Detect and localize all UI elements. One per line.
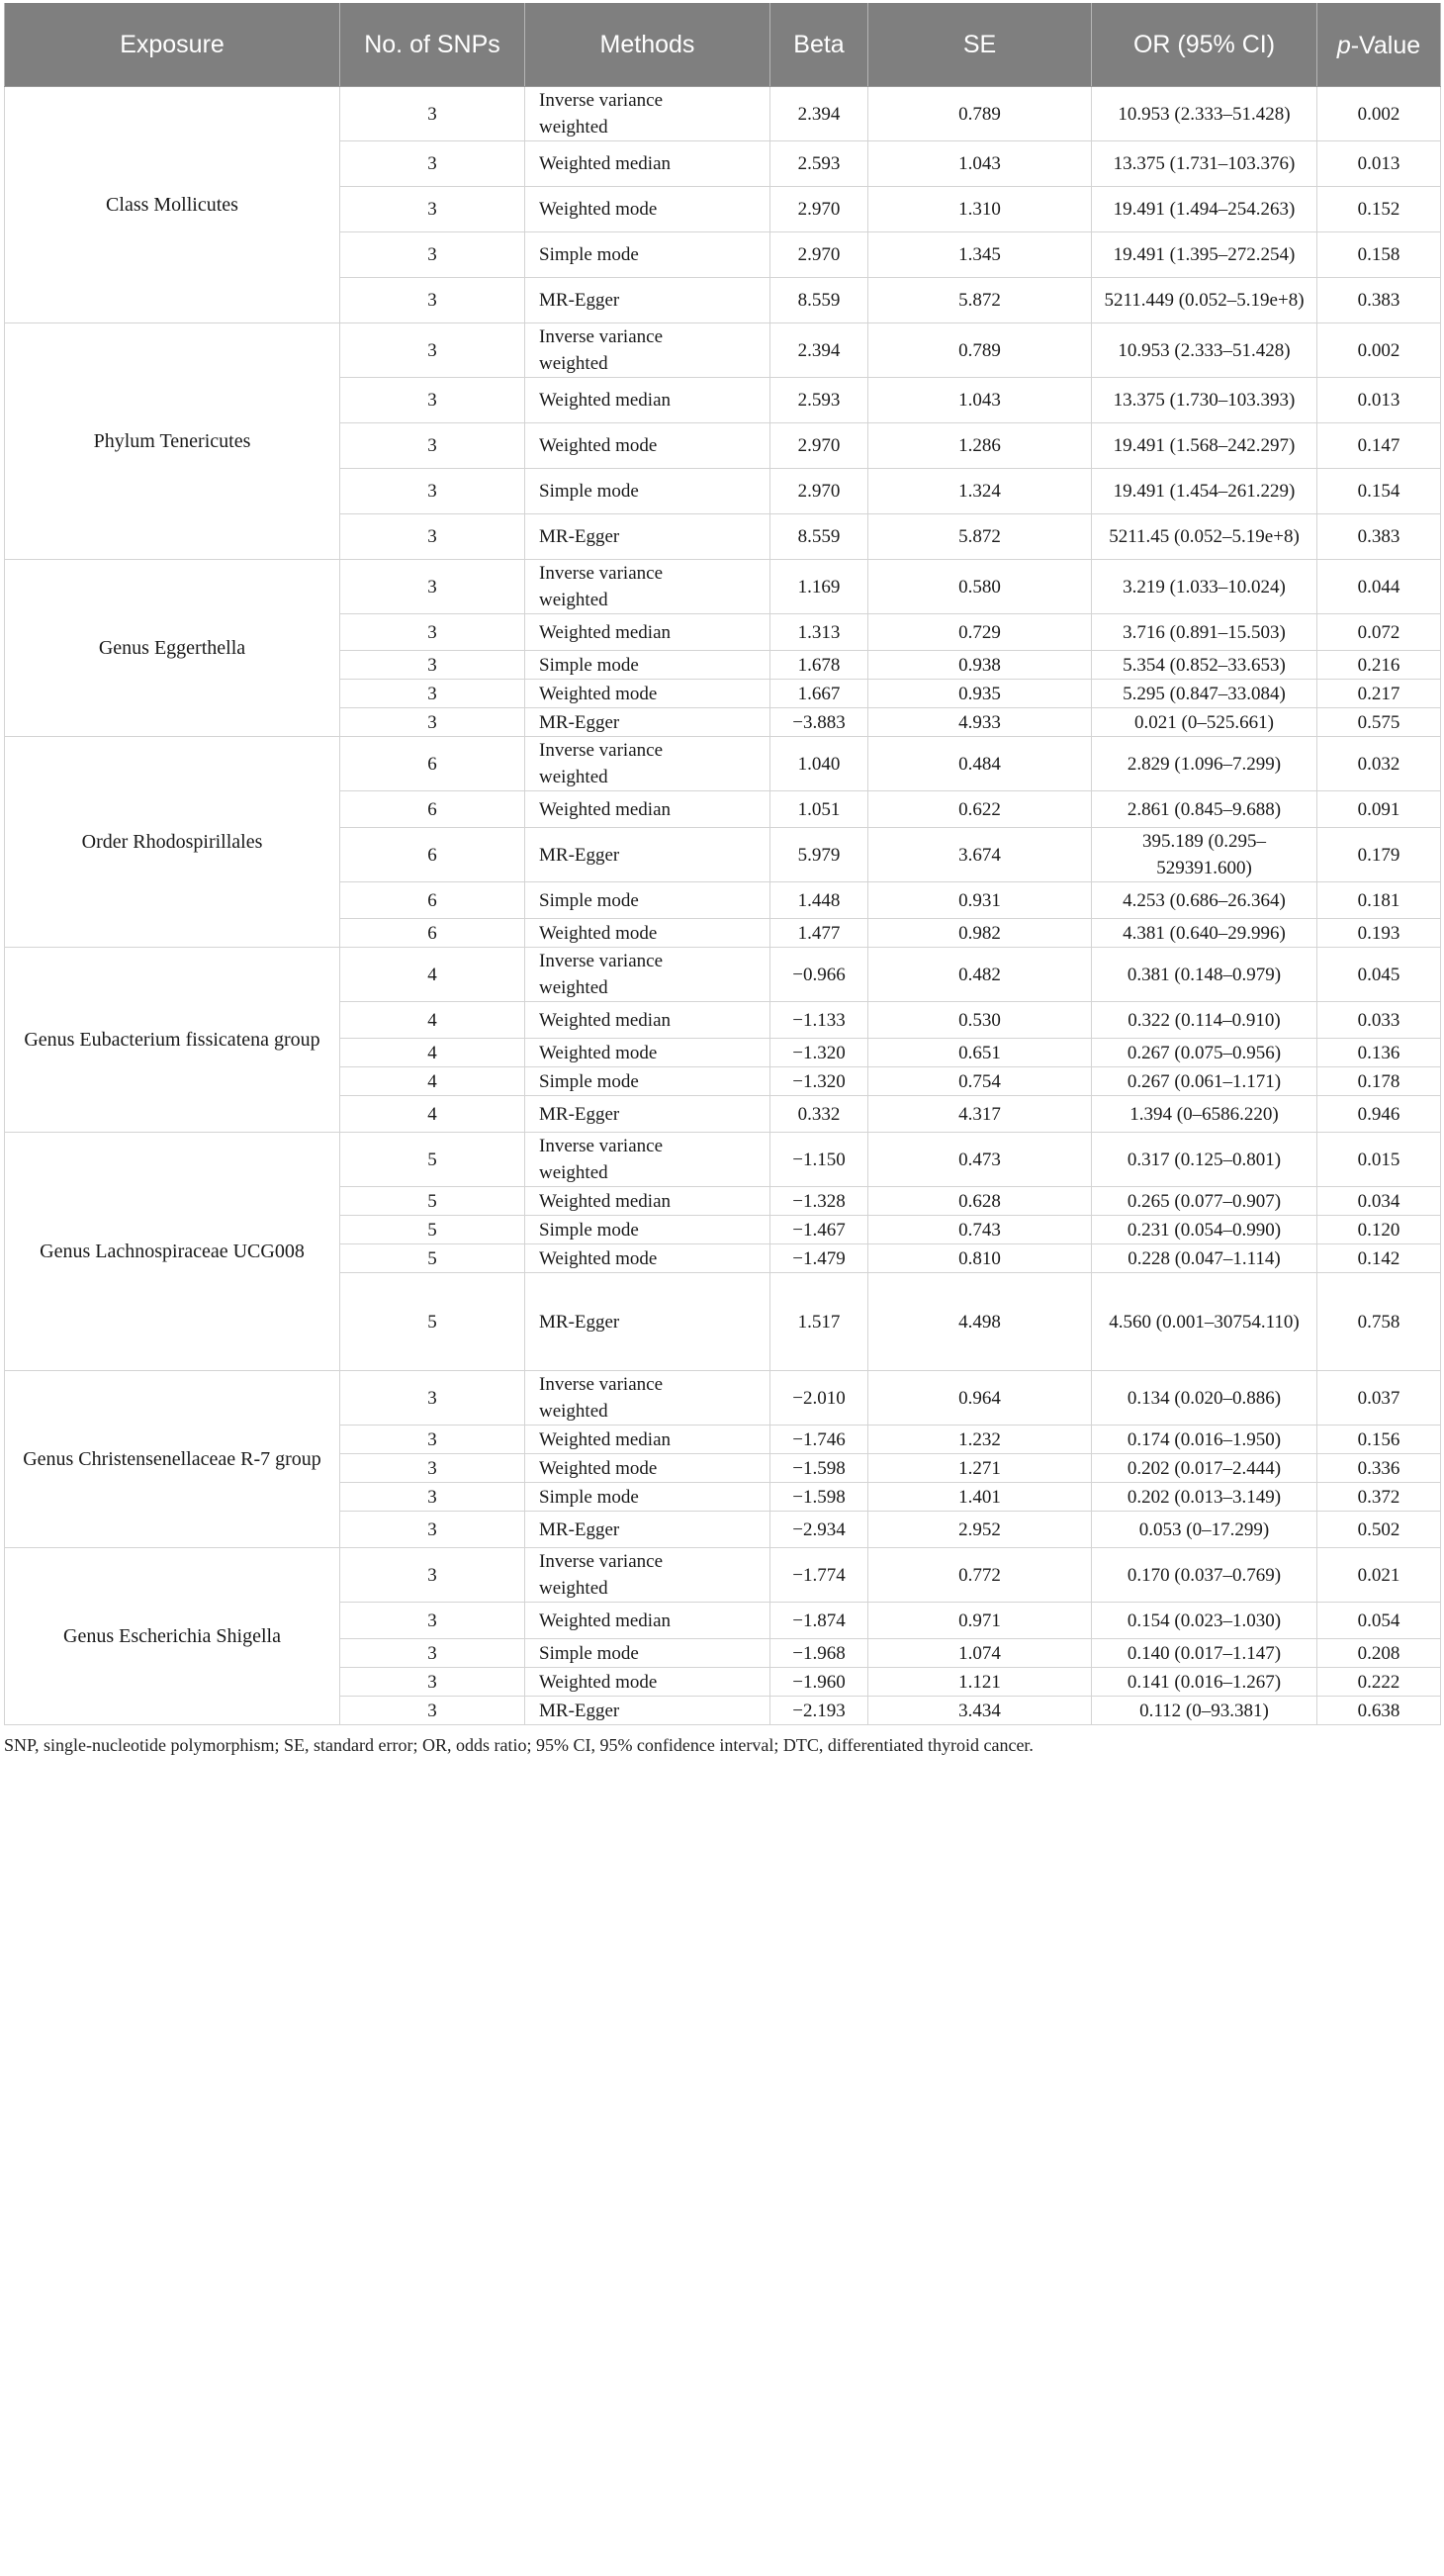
se-cell: 0.743	[868, 1216, 1092, 1244]
or-ci-cell: 19.491 (1.395–272.254)	[1092, 232, 1317, 278]
table-row	[5, 1548, 1441, 1603]
method-cell: Weighted mode	[525, 423, 770, 469]
or-ci-cell: 0.134 (0.020–0.886)	[1092, 1371, 1317, 1426]
p-value-cell: 0.156	[1317, 1426, 1441, 1454]
p-value-cell: 0.147	[1317, 423, 1441, 469]
snps-cell: 3	[340, 614, 525, 651]
beta-cell: −1.774	[770, 1548, 868, 1603]
se-cell: 1.043	[868, 378, 1092, 423]
p-value-cell: 0.045	[1317, 948, 1441, 1002]
method-cell: Simple mode	[525, 1639, 770, 1668]
p-value-cell: 0.044	[1317, 560, 1441, 614]
header-p-rest: -Value	[1350, 31, 1421, 59]
se-cell: 0.651	[868, 1039, 1092, 1067]
header-p-value	[1317, 3, 1441, 87]
method-cell: Weighted mode	[525, 680, 770, 708]
snps-cell: 5	[340, 1187, 525, 1216]
p-value-cell: 0.091	[1317, 791, 1441, 828]
or-ci-cell: 0.381 (0.148–0.979)	[1092, 948, 1317, 1002]
header-snps: No. of SNPs	[340, 3, 525, 87]
method-cell: Weighted median	[525, 1603, 770, 1639]
snps-cell: 3	[340, 469, 525, 514]
method-cell: MR-Egger	[525, 1697, 770, 1725]
p-value-cell: 0.946	[1317, 1096, 1441, 1133]
snps-cell: 3	[340, 423, 525, 469]
exposure-cell: Class Mollicutes	[5, 87, 340, 323]
p-value-cell: 0.072	[1317, 614, 1441, 651]
p-value-cell: 0.372	[1317, 1483, 1441, 1512]
or-ci-cell: 5.354 (0.852–33.653)	[1092, 651, 1317, 680]
snps-cell: 6	[340, 919, 525, 948]
exposure-cell: Genus Lachnospiraceae UCG008	[5, 1133, 340, 1371]
snps-cell: 6	[340, 737, 525, 791]
se-cell: 0.622	[868, 791, 1092, 828]
method-cell: Simple mode	[525, 651, 770, 680]
table-row	[5, 1133, 1441, 1187]
se-cell: 1.345	[868, 232, 1092, 278]
p-value-cell: 0.179	[1317, 828, 1441, 882]
beta-cell: −1.598	[770, 1454, 868, 1483]
snps-cell: 4	[340, 1039, 525, 1067]
or-ci-cell: 0.154 (0.023–1.030)	[1092, 1603, 1317, 1639]
exposure-cell: Genus Eggerthella	[5, 560, 340, 737]
beta-cell: 8.559	[770, 278, 868, 323]
or-ci-cell: 3.219 (1.033–10.024)	[1092, 560, 1317, 614]
or-ci-cell: 395.189 (0.295–529391.600)	[1092, 828, 1317, 882]
table-row	[5, 560, 1441, 614]
or-ci-cell: 13.375 (1.730–103.393)	[1092, 378, 1317, 423]
p-value-cell: 0.575	[1317, 708, 1441, 737]
method-cell: Inverse variance weighted	[525, 560, 770, 614]
or-ci-cell: 0.267 (0.061–1.171)	[1092, 1067, 1317, 1096]
or-ci-cell: 10.953 (2.333–51.428)	[1092, 323, 1317, 378]
se-cell: 0.729	[868, 614, 1092, 651]
or-ci-cell: 13.375 (1.731–103.376)	[1092, 141, 1317, 187]
header-se: SE	[868, 3, 1092, 87]
se-cell: 0.484	[868, 737, 1092, 791]
method-cell: MR-Egger	[525, 828, 770, 882]
snps-cell: 3	[340, 378, 525, 423]
beta-cell: −0.966	[770, 948, 868, 1002]
p-value-cell: 0.216	[1317, 651, 1441, 680]
p-value-cell: 0.336	[1317, 1454, 1441, 1483]
beta-cell: 1.477	[770, 919, 868, 948]
snps-cell: 3	[340, 1454, 525, 1483]
or-ci-cell: 4.381 (0.640–29.996)	[1092, 919, 1317, 948]
method-cell: Weighted median	[525, 141, 770, 187]
beta-cell: 1.040	[770, 737, 868, 791]
se-cell: 0.530	[868, 1002, 1092, 1039]
or-ci-cell: 0.053 (0–17.299)	[1092, 1512, 1317, 1548]
se-cell: 1.271	[868, 1454, 1092, 1483]
exposure-cell: Genus Eubacterium fissicatena group	[5, 948, 340, 1133]
se-cell: 4.933	[868, 708, 1092, 737]
p-value-cell: 0.193	[1317, 919, 1441, 948]
snps-cell: 3	[340, 232, 525, 278]
se-cell: 0.789	[868, 87, 1092, 141]
or-ci-cell: 0.170 (0.037–0.769)	[1092, 1548, 1317, 1603]
or-ci-cell: 5211.45 (0.052–5.19e+8)	[1092, 514, 1317, 560]
or-ci-cell: 2.861 (0.845–9.688)	[1092, 791, 1317, 828]
p-value-cell: 0.032	[1317, 737, 1441, 791]
method-cell: Inverse variance weighted	[525, 1133, 770, 1187]
se-cell: 2.952	[868, 1512, 1092, 1548]
method-cell: Inverse variance weighted	[525, 1548, 770, 1603]
snps-cell: 3	[340, 560, 525, 614]
beta-cell: −1.467	[770, 1216, 868, 1244]
se-cell: 0.964	[868, 1371, 1092, 1426]
table-body	[5, 87, 1441, 1725]
p-value-cell: 0.222	[1317, 1668, 1441, 1697]
snps-cell: 6	[340, 882, 525, 919]
snps-cell: 3	[340, 1668, 525, 1697]
se-cell: 0.935	[868, 680, 1092, 708]
se-cell: 1.310	[868, 187, 1092, 232]
snps-cell: 3	[340, 323, 525, 378]
snps-cell: 3	[340, 1426, 525, 1454]
p-value-cell: 0.054	[1317, 1603, 1441, 1639]
se-cell: 0.482	[868, 948, 1092, 1002]
se-cell: 4.317	[868, 1096, 1092, 1133]
p-value-cell: 0.033	[1317, 1002, 1441, 1039]
snps-cell: 3	[340, 1548, 525, 1603]
snps-cell: 3	[340, 514, 525, 560]
mr-results-table	[4, 3, 1441, 1725]
snps-cell: 3	[340, 1639, 525, 1668]
beta-cell: 2.970	[770, 469, 868, 514]
beta-cell: −1.960	[770, 1668, 868, 1697]
beta-cell: 2.593	[770, 141, 868, 187]
header-methods: Methods	[525, 3, 770, 87]
table-header	[5, 3, 1441, 87]
or-ci-cell: 5.295 (0.847–33.084)	[1092, 680, 1317, 708]
se-cell: 3.434	[868, 1697, 1092, 1725]
snps-cell: 3	[340, 278, 525, 323]
beta-cell: −1.320	[770, 1039, 868, 1067]
or-ci-cell: 0.021 (0–525.661)	[1092, 708, 1317, 737]
se-cell: 4.498	[868, 1273, 1092, 1371]
beta-cell: 1.517	[770, 1273, 868, 1371]
method-cell: MR-Egger	[525, 1273, 770, 1371]
p-value-cell: 0.002	[1317, 323, 1441, 378]
method-cell: Weighted mode	[525, 1039, 770, 1067]
beta-cell: −1.150	[770, 1133, 868, 1187]
method-cell: Weighted mode	[525, 187, 770, 232]
snps-cell: 5	[340, 1133, 525, 1187]
or-ci-cell: 0.265 (0.077–0.907)	[1092, 1187, 1317, 1216]
p-value-cell: 0.383	[1317, 278, 1441, 323]
or-ci-cell: 19.491 (1.568–242.297)	[1092, 423, 1317, 469]
method-cell: Weighted mode	[525, 1244, 770, 1273]
or-ci-cell: 10.953 (2.333–51.428)	[1092, 87, 1317, 141]
se-cell: 0.971	[868, 1603, 1092, 1639]
header-row	[5, 3, 1441, 87]
method-cell: Simple mode	[525, 232, 770, 278]
se-cell: 5.872	[868, 514, 1092, 560]
header-p-italic: p	[1336, 31, 1351, 59]
p-value-cell: 0.758	[1317, 1273, 1441, 1371]
snps-cell: 4	[340, 1096, 525, 1133]
or-ci-cell: 0.202 (0.017–2.444)	[1092, 1454, 1317, 1483]
se-cell: 0.810	[868, 1244, 1092, 1273]
method-cell: Weighted mode	[525, 919, 770, 948]
p-value-cell: 0.013	[1317, 141, 1441, 187]
method-cell: Weighted mode	[525, 1454, 770, 1483]
snps-cell: 3	[340, 87, 525, 141]
table-row	[5, 87, 1441, 141]
method-cell: MR-Egger	[525, 708, 770, 737]
or-ci-cell: 1.394 (0–6586.220)	[1092, 1096, 1317, 1133]
p-value-cell: 0.181	[1317, 882, 1441, 919]
method-cell: Simple mode	[525, 1067, 770, 1096]
or-ci-cell: 0.231 (0.054–0.990)	[1092, 1216, 1317, 1244]
snps-cell: 6	[340, 828, 525, 882]
beta-cell: −1.133	[770, 1002, 868, 1039]
p-value-cell: 0.154	[1317, 469, 1441, 514]
method-cell: Weighted median	[525, 791, 770, 828]
exposure-cell: Genus Christensenellaceae R-7 group	[5, 1371, 340, 1548]
beta-cell: −3.883	[770, 708, 868, 737]
snps-cell: 4	[340, 1002, 525, 1039]
or-ci-cell: 3.716 (0.891–15.503)	[1092, 614, 1317, 651]
or-ci-cell: 0.322 (0.114–0.910)	[1092, 1002, 1317, 1039]
beta-cell: 2.970	[770, 423, 868, 469]
or-ci-cell: 4.253 (0.686–26.364)	[1092, 882, 1317, 919]
beta-cell: 2.970	[770, 187, 868, 232]
snps-cell: 3	[340, 651, 525, 680]
se-cell: 1.232	[868, 1426, 1092, 1454]
beta-cell: −1.968	[770, 1639, 868, 1668]
or-ci-cell: 19.491 (1.454–261.229)	[1092, 469, 1317, 514]
snps-cell: 3	[340, 1483, 525, 1512]
table-row	[5, 1371, 1441, 1426]
p-value-cell: 0.217	[1317, 680, 1441, 708]
se-cell: 1.401	[868, 1483, 1092, 1512]
snps-cell: 4	[340, 1067, 525, 1096]
beta-cell: −1.328	[770, 1187, 868, 1216]
method-cell: Simple mode	[525, 1216, 770, 1244]
method-cell: Weighted median	[525, 614, 770, 651]
exposure-cell: Phylum Tenericutes	[5, 323, 340, 560]
snps-cell: 3	[340, 1512, 525, 1548]
se-cell: 0.772	[868, 1548, 1092, 1603]
method-cell: Inverse variance weighted	[525, 323, 770, 378]
beta-cell: 5.979	[770, 828, 868, 882]
snps-cell: 3	[340, 680, 525, 708]
table-row	[5, 948, 1441, 1002]
exposure-cell: Genus Escherichia Shigella	[5, 1548, 340, 1725]
p-value-cell: 0.120	[1317, 1216, 1441, 1244]
method-cell: Simple mode	[525, 882, 770, 919]
p-value-cell: 0.021	[1317, 1548, 1441, 1603]
results-table-container	[4, 3, 1440, 1756]
beta-cell: 2.593	[770, 378, 868, 423]
p-value-cell: 0.034	[1317, 1187, 1441, 1216]
se-cell: 0.789	[868, 323, 1092, 378]
table-row	[5, 737, 1441, 791]
p-value-cell: 0.136	[1317, 1039, 1441, 1067]
method-cell: MR-Egger	[525, 514, 770, 560]
p-value-cell: 0.002	[1317, 87, 1441, 141]
se-cell: 0.754	[868, 1067, 1092, 1096]
method-cell: Inverse variance weighted	[525, 737, 770, 791]
se-cell: 0.628	[868, 1187, 1092, 1216]
beta-cell: −2.193	[770, 1697, 868, 1725]
p-value-cell: 0.013	[1317, 378, 1441, 423]
header-beta: Beta	[770, 3, 868, 87]
p-value-cell: 0.178	[1317, 1067, 1441, 1096]
method-cell: Weighted median	[525, 378, 770, 423]
beta-cell: 1.051	[770, 791, 868, 828]
se-cell: 5.872	[868, 278, 1092, 323]
snps-cell: 3	[340, 1603, 525, 1639]
p-value-cell: 0.037	[1317, 1371, 1441, 1426]
se-cell: 1.324	[868, 469, 1092, 514]
snps-cell: 5	[340, 1244, 525, 1273]
or-ci-cell: 0.141 (0.016–1.267)	[1092, 1668, 1317, 1697]
method-cell: Weighted mode	[525, 1668, 770, 1697]
snps-cell: 3	[340, 1697, 525, 1725]
beta-cell: 2.970	[770, 232, 868, 278]
snps-cell: 4	[340, 948, 525, 1002]
or-ci-cell: 5211.449 (0.052–5.19e+8)	[1092, 278, 1317, 323]
method-cell: MR-Egger	[525, 278, 770, 323]
se-cell: 0.938	[868, 651, 1092, 680]
method-cell: Weighted median	[525, 1426, 770, 1454]
or-ci-cell: 0.174 (0.016–1.950)	[1092, 1426, 1317, 1454]
beta-cell: 1.448	[770, 882, 868, 919]
snps-cell: 3	[340, 1371, 525, 1426]
method-cell: Simple mode	[525, 1483, 770, 1512]
snps-cell: 3	[340, 708, 525, 737]
beta-cell: −1.598	[770, 1483, 868, 1512]
se-cell: 0.982	[868, 919, 1092, 948]
beta-cell: −2.010	[770, 1371, 868, 1426]
beta-cell: −1.479	[770, 1244, 868, 1273]
se-cell: 1.286	[868, 423, 1092, 469]
snps-cell: 5	[340, 1216, 525, 1244]
beta-cell: 0.332	[770, 1096, 868, 1133]
p-value-cell: 0.142	[1317, 1244, 1441, 1273]
or-ci-cell: 0.202 (0.013–3.149)	[1092, 1483, 1317, 1512]
p-value-cell: 0.502	[1317, 1512, 1441, 1548]
se-cell: 1.074	[868, 1639, 1092, 1668]
header-exposure: Exposure	[5, 3, 340, 87]
method-cell: Inverse variance weighted	[525, 948, 770, 1002]
p-value-cell: 0.158	[1317, 232, 1441, 278]
beta-cell: −1.320	[770, 1067, 868, 1096]
or-ci-cell: 0.140 (0.017–1.147)	[1092, 1639, 1317, 1668]
method-cell: MR-Egger	[525, 1096, 770, 1133]
p-value-cell: 0.638	[1317, 1697, 1441, 1725]
or-ci-cell: 0.112 (0–93.381)	[1092, 1697, 1317, 1725]
snps-cell: 3	[340, 141, 525, 187]
or-ci-cell: 2.829 (1.096–7.299)	[1092, 737, 1317, 791]
or-ci-cell: 0.267 (0.075–0.956)	[1092, 1039, 1317, 1067]
method-cell: Weighted median	[525, 1187, 770, 1216]
snps-cell: 3	[340, 187, 525, 232]
or-ci-cell: 19.491 (1.494–254.263)	[1092, 187, 1317, 232]
method-cell: Weighted median	[525, 1002, 770, 1039]
p-value-cell: 0.015	[1317, 1133, 1441, 1187]
beta-cell: −2.934	[770, 1512, 868, 1548]
or-ci-cell: 4.560 (0.001–30754.110)	[1092, 1273, 1317, 1371]
p-value-cell: 0.383	[1317, 514, 1441, 560]
se-cell: 0.931	[868, 882, 1092, 919]
table-footnote: SNP, single-nucleotide polymorphism; SE, standard error; OR, odds ratio; 95% CI, 95% confidence interval; DTC, differentiated thyroid cancer.	[4, 1735, 1034, 1755]
beta-cell: −1.746	[770, 1426, 868, 1454]
beta-cell: 1.169	[770, 560, 868, 614]
method-cell: Simple mode	[525, 469, 770, 514]
exposure-cell: Order Rhodospirillales	[5, 737, 340, 948]
se-cell: 3.674	[868, 828, 1092, 882]
se-cell: 0.580	[868, 560, 1092, 614]
or-ci-cell: 0.228 (0.047–1.114)	[1092, 1244, 1317, 1273]
se-cell: 1.043	[868, 141, 1092, 187]
beta-cell: 2.394	[770, 323, 868, 378]
se-cell: 1.121	[868, 1668, 1092, 1697]
snps-cell: 6	[340, 791, 525, 828]
beta-cell: 2.394	[770, 87, 868, 141]
se-cell: 0.473	[868, 1133, 1092, 1187]
beta-cell: 1.667	[770, 680, 868, 708]
beta-cell: 1.313	[770, 614, 868, 651]
or-ci-cell: 0.317 (0.125–0.801)	[1092, 1133, 1317, 1187]
p-value-cell: 0.208	[1317, 1639, 1441, 1668]
table-row	[5, 323, 1441, 378]
p-value-cell: 0.152	[1317, 187, 1441, 232]
method-cell: Inverse variance weighted	[525, 1371, 770, 1426]
beta-cell: 1.678	[770, 651, 868, 680]
snps-cell: 5	[340, 1273, 525, 1371]
method-cell: Inverse variance weighted	[525, 87, 770, 141]
method-cell: MR-Egger	[525, 1512, 770, 1548]
beta-cell: −1.874	[770, 1603, 868, 1639]
header-or: OR (95% CI)	[1092, 3, 1317, 87]
beta-cell: 8.559	[770, 514, 868, 560]
